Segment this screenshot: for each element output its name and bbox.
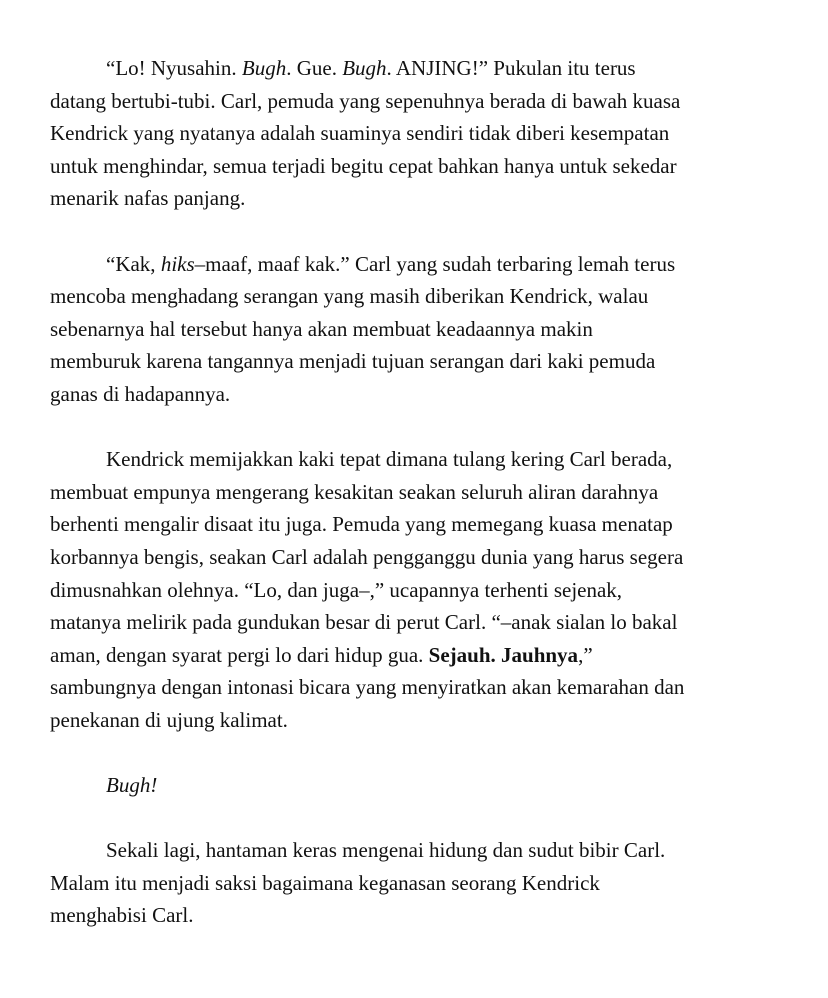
- text-run: “Kak,: [106, 251, 161, 276]
- text-run: “Lo! Nyusahin.: [106, 56, 242, 80]
- paragraph: [50, 443, 790, 736]
- text-run: berhenti mengalir disaat itu juga. Pemuda yang memegang kuasa menatap: [50, 512, 673, 537]
- text-line: [50, 541, 790, 574]
- text-run: menghabisi Carl.: [50, 903, 194, 928]
- text-line: [50, 313, 790, 346]
- text-run: Kendrick memijakkan kaki tepat dimana tulang kering Carl berada,: [106, 447, 673, 472]
- text-run: dimusnahkan olehnya. “Lo, dan juga–,” ucapannya terhenti sejenak,: [50, 577, 623, 602]
- text-run: datang bertubi-tubi. Carl, pemuda yang sepenuhnya berada di bawah kuasa: [50, 88, 681, 113]
- story-text: [50, 52, 790, 932]
- italic-run: hiks: [160, 251, 195, 276]
- text-run: –maaf, maaf kak.” Carl yang sudah terbaring lemah terus: [194, 251, 676, 276]
- text-line: [50, 704, 790, 737]
- italic-run: Bugh!: [106, 773, 158, 798]
- text-run: memburuk karena tangannya menjadi tujuan serangan dari kaki pemuda: [50, 349, 656, 374]
- text-line: [50, 867, 790, 900]
- text-line: [50, 182, 790, 215]
- text-line: [50, 508, 790, 541]
- bold-run: Sejauh. Jauhnya: [428, 642, 579, 667]
- text-run: Malam itu menjadi saksi bagaimana keganasan seorang Kendrick: [50, 870, 600, 895]
- text-run: ganas di hadapannya.: [50, 381, 231, 406]
- text-run: sambungnya dengan intonasi bicara yang menyiratkan akan kemarahan dan: [50, 675, 685, 700]
- text-line: [50, 345, 790, 378]
- text-line: [50, 280, 790, 313]
- text-line: [50, 639, 790, 672]
- paragraph: [50, 248, 790, 411]
- text-line: [50, 899, 790, 932]
- text-line: [50, 769, 790, 802]
- text-run: matanya melirik pada gundukan besar di perut Carl. “–anak sialan lo bakal: [50, 610, 678, 635]
- text-line: [50, 834, 790, 867]
- document-page: [50, 52, 790, 965]
- text-run: sebenarnya hal tersebut hanya akan membuat keadaannya makin: [50, 316, 593, 341]
- text-line: [50, 248, 790, 281]
- text-run: . ANJING!” Pukulan itu terus: [386, 56, 636, 80]
- text-line: [50, 606, 790, 639]
- paragraph: [50, 769, 790, 802]
- text-line: [50, 85, 790, 118]
- text-line: [50, 476, 790, 509]
- text-run: Kendrick yang nyatanya adalah suaminya sendiri tidak diberi kesempatan: [50, 121, 670, 146]
- paragraph: [50, 52, 790, 215]
- text-line: [50, 378, 790, 411]
- paragraph: [50, 834, 790, 932]
- text-run: membuat empunya mengerang kesakitan seakan seluruh aliran darahnya: [50, 479, 659, 504]
- text-run: korbannya bengis, seakan Carl adalah pengganggu dunia yang harus segera: [50, 544, 684, 569]
- text-run: . Gue.: [286, 56, 343, 80]
- text-run: mencoba menghadang serangan yang masih diberikan Kendrick, walau: [50, 284, 649, 309]
- text-line: [50, 52, 790, 85]
- text-line: [50, 443, 790, 476]
- text-run: menarik nafas panjang.: [50, 186, 246, 211]
- text-line: [50, 117, 790, 150]
- italic-run: Bugh: [342, 56, 387, 80]
- text-run: penekanan di ujung kalimat.: [50, 707, 288, 732]
- text-run: untuk menghindar, semua terjadi begitu cepat bahkan hanya untuk sekedar: [50, 153, 677, 178]
- text-line: [50, 150, 790, 183]
- italic-run: Bugh: [241, 56, 287, 80]
- text-run: Sekali lagi, hantaman keras mengenai hidung dan sudut bibir Carl.: [106, 838, 666, 863]
- text-line: [50, 671, 790, 704]
- text-run: aman, dengan syarat pergi lo dari hidup gua.: [50, 642, 429, 667]
- text-run: ,”: [578, 642, 593, 667]
- text-line: [50, 574, 790, 607]
